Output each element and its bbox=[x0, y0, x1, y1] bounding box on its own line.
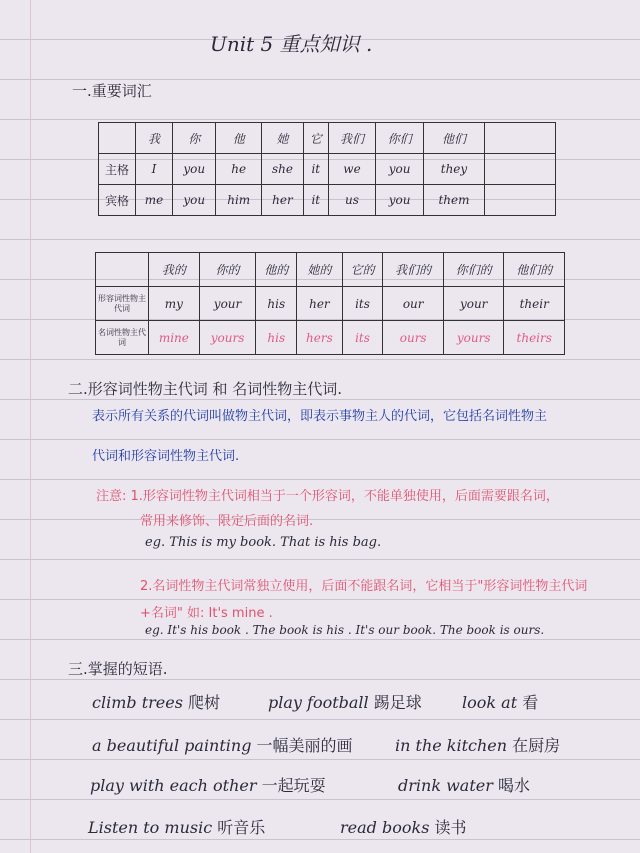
section1-heading: 一.重要词汇 bbox=[72, 82, 152, 100]
table-cell: yours bbox=[199, 321, 256, 355]
phrase-item bbox=[340, 815, 467, 838]
table-row bbox=[99, 185, 556, 216]
table-cell: mine bbox=[149, 321, 200, 355]
phrase-zh: 踢足球 bbox=[373, 693, 422, 712]
table-cell: our bbox=[383, 287, 444, 321]
phrase-item bbox=[268, 690, 422, 713]
table-cell bbox=[99, 123, 136, 154]
table-cell: theirs bbox=[504, 321, 565, 355]
table-row bbox=[99, 154, 556, 185]
phrase-zh: 读书 bbox=[434, 818, 467, 837]
table-cell bbox=[96, 253, 149, 287]
note2-line-2: +名词" 如: It's mine . bbox=[140, 606, 273, 621]
table-cell: her bbox=[297, 287, 342, 321]
phrase-item bbox=[395, 733, 560, 756]
table-cell: 主格 bbox=[99, 154, 136, 185]
table-cell: 我们的 bbox=[383, 253, 444, 287]
note1-line-2: 常用来修饰、限定后面的名词. bbox=[140, 514, 314, 529]
phrase-item bbox=[92, 733, 353, 756]
phrase-en: play football bbox=[268, 693, 369, 712]
phrase-zh: 一起玩耍 bbox=[261, 776, 326, 795]
table-cell: 它 bbox=[303, 123, 328, 154]
table-cell: we bbox=[328, 154, 376, 185]
table-cell: her bbox=[262, 185, 304, 216]
table-cell bbox=[485, 185, 556, 216]
table-cell: he bbox=[216, 154, 262, 185]
margin-line bbox=[30, 0, 31, 853]
phrase-en: look at bbox=[462, 693, 518, 712]
example-1: eg. This is my book. That is his bag. bbox=[145, 535, 382, 550]
phrase-zh: 一幅美丽的画 bbox=[256, 736, 353, 755]
phrase-en: Listen to music bbox=[88, 818, 213, 837]
section3-heading: 三.掌握的短语. bbox=[68, 660, 168, 678]
phrase-item bbox=[398, 773, 530, 796]
table-cell: 你 bbox=[173, 123, 216, 154]
table-cell: yours bbox=[443, 321, 504, 355]
table-cell: she bbox=[262, 154, 304, 185]
table-cell: you bbox=[173, 185, 216, 216]
page-title: Unit 5 重点知识 . bbox=[210, 32, 373, 56]
table-cell: you bbox=[376, 185, 424, 216]
table-cell: your bbox=[199, 287, 256, 321]
table-cell: its bbox=[342, 321, 383, 355]
phrase-zh: 在厨房 bbox=[512, 736, 561, 755]
table-cell: 你们的 bbox=[443, 253, 504, 287]
table-cell: your bbox=[443, 287, 504, 321]
table-cell: 我 bbox=[136, 123, 173, 154]
phrase-item bbox=[90, 773, 326, 796]
table-cell: 你的 bbox=[199, 253, 256, 287]
table-cell: 名词性物主代词 bbox=[96, 321, 149, 355]
table-cell: it bbox=[303, 185, 328, 216]
table-row bbox=[96, 253, 565, 287]
table-cell: his bbox=[256, 321, 297, 355]
phrase-zh: 听音乐 bbox=[217, 818, 266, 837]
note1-line-1: 注意: 1.形容词性物主代词相当于一个形容词，不能单独使用，后面需要跟名词， bbox=[96, 489, 559, 504]
table-cell: us bbox=[328, 185, 376, 216]
table-cell: you bbox=[376, 154, 424, 185]
table-cell: 他 bbox=[216, 123, 262, 154]
phrase-en: a beautiful painting bbox=[92, 736, 252, 755]
table-row bbox=[96, 321, 565, 355]
table-cell: 宾格 bbox=[99, 185, 136, 216]
table-cell: hers bbox=[297, 321, 342, 355]
table-cell: me bbox=[136, 185, 173, 216]
phrase-en: climb trees bbox=[92, 693, 183, 712]
section2-heading: 二.形容词性物主代词 和 名词性物主代词. bbox=[68, 380, 343, 398]
phrase-item bbox=[92, 690, 220, 713]
table-cell: I bbox=[136, 154, 173, 185]
table-cell: 他的 bbox=[256, 253, 297, 287]
table-cell: 她的 bbox=[297, 253, 342, 287]
phrase-zh: 看 bbox=[522, 693, 539, 712]
table-cell: my bbox=[149, 287, 200, 321]
table-cell: 他们的 bbox=[504, 253, 565, 287]
phrase-zh: 喝水 bbox=[497, 776, 530, 795]
phrase-en: play with each other bbox=[90, 776, 257, 795]
example-2: eg. It's his book . The book is his . It's our book. The book is ours. bbox=[145, 623, 545, 637]
table-cell: 我的 bbox=[149, 253, 200, 287]
table-cell: ours bbox=[383, 321, 444, 355]
note2-line-1: 2.名词性物主代词常独立使用，后面不能跟名词，它相当于"形容词性物主代词 bbox=[140, 579, 588, 594]
table-cell: their bbox=[504, 287, 565, 321]
table-cell: 形容词性物主代词 bbox=[96, 287, 149, 321]
phrase-item bbox=[462, 690, 538, 713]
table-cell: 他们 bbox=[423, 123, 484, 154]
table-cell: they bbox=[423, 154, 484, 185]
table-cell: 它的 bbox=[342, 253, 383, 287]
table-cell: his bbox=[256, 287, 297, 321]
table-cell bbox=[485, 154, 556, 185]
phrase-item bbox=[88, 815, 265, 838]
table-row bbox=[99, 123, 556, 154]
phrase-en: read books bbox=[340, 818, 430, 837]
table-cell bbox=[485, 123, 556, 154]
phrase-en: drink water bbox=[398, 776, 493, 795]
definition-line-2: 代词和形容词性物主代词. bbox=[92, 449, 240, 464]
phrase-zh: 爬树 bbox=[188, 693, 221, 712]
table-cell: him bbox=[216, 185, 262, 216]
table-cell: 你们 bbox=[376, 123, 424, 154]
table-row bbox=[96, 287, 565, 321]
pronoun-case-table bbox=[98, 122, 556, 216]
table-cell: them bbox=[423, 185, 484, 216]
phrase-en: in the kitchen bbox=[395, 736, 508, 755]
possessive-pronoun-table bbox=[95, 252, 565, 355]
table-cell: 她 bbox=[262, 123, 304, 154]
table-cell: it bbox=[303, 154, 328, 185]
table-cell: its bbox=[342, 287, 383, 321]
table-cell: 我们 bbox=[328, 123, 376, 154]
definition-line-1: 表示所有关系的代词叫做物主代词，即表示事物主人的代词，它包括名词性物主 bbox=[92, 409, 548, 424]
table-cell: you bbox=[173, 154, 216, 185]
